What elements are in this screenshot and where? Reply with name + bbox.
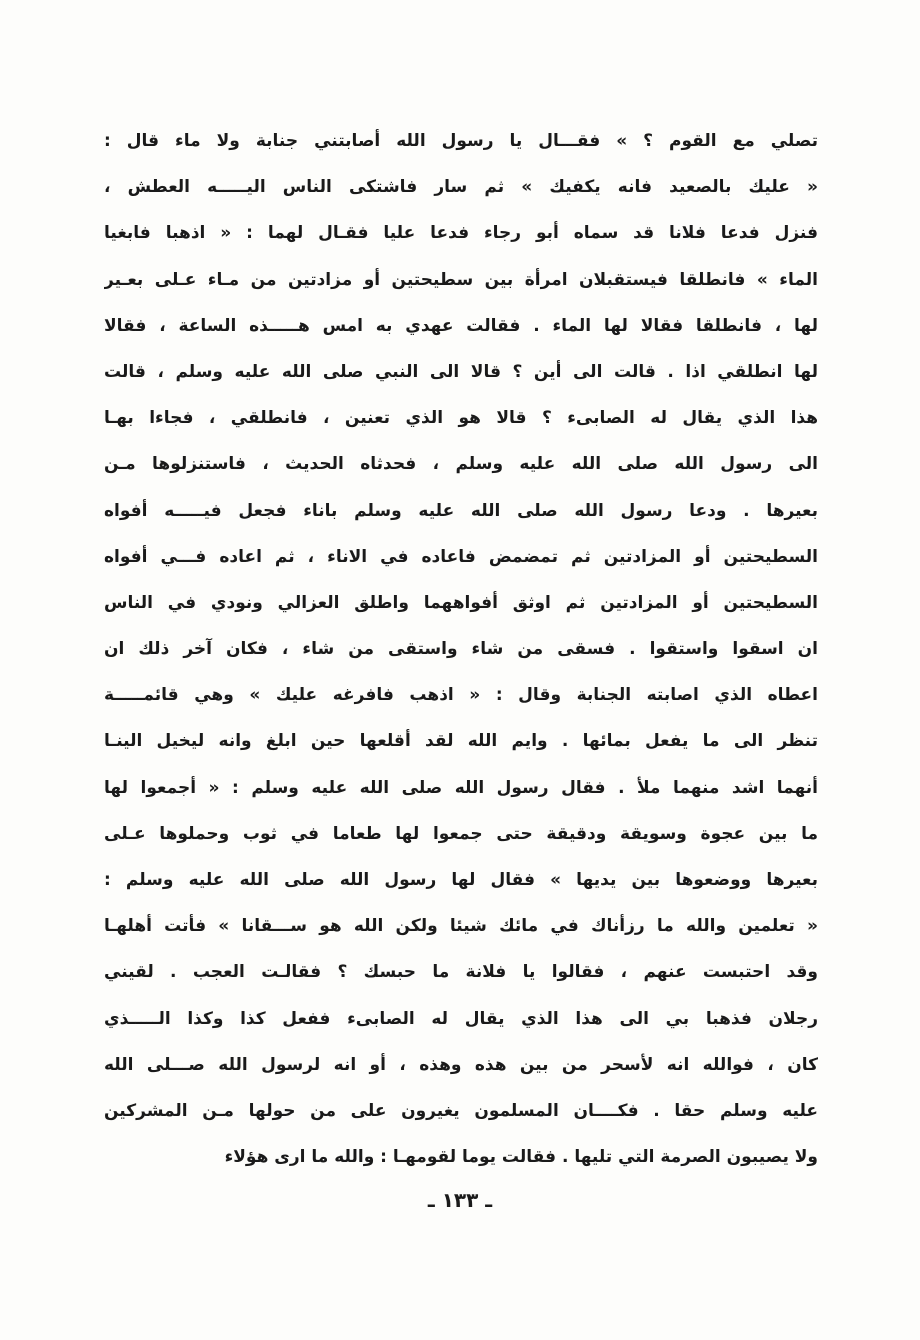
text-line-12: ان اسقوا واستقوا . فسقى من شاء واستقى من شاء ، فكان آخر ذلك ان (104, 639, 818, 660)
body-text (104, 118, 818, 1168)
text-line-4: الماء » فانطلقا فيستقبلان امرأة بين سطيحتين أو مزادتين من مـاء عـلى بعـير (104, 269, 818, 290)
text-line-19: وقد احتبست عنهم ، فقالوا يا فلانة ما حبسك ؟ فقالـت العجب . لقيني (104, 962, 818, 983)
text-line-22: عليه وسلم حقا . فكــــان المسلمون يغيرون على من حولها مـن المشركين (104, 1100, 818, 1121)
text-line-18: « تعلمين والله ما رزأناك في مائك شيئا ولكن الله هو ســـقانا » فأتت أهلهـا (104, 916, 818, 937)
text-line-11: السطيحتين أو المزادتين ثم اوثق أفواههما واطلق العزالي ونودي في الناس (104, 592, 818, 613)
text-line-9: بعيرها . ودعا رسول الله صلى الله عليه وسلم باناء فجعل فيـــــه أفواه (104, 500, 818, 521)
text-line-3: فنزل فدعا فلانا قد سماه أبو رجاء فدعا عليا فقـال لهما : « اذهبا فابغيا (104, 223, 818, 244)
text-line-1: تصلي مع القوم ؟ » فقـــال يا رسول الله أصابتني جنابة ولا ماء قال : (104, 131, 818, 151)
text-line-6: لها انطلقي اذا . قالت الى أين ؟ قالا الى النبي صلى الله عليه وسلم ، قالت (104, 361, 818, 382)
text-line-5: لها ، فانطلقا فقالا لها الماء . فقالت عهدي به امس هـــــذه الساعة ، فقالا (104, 315, 818, 336)
text-line-23: ولا يصيبون الصرمة التي تليها . فقالت يوما لقومهـا : والله ما ارى هؤلاء (224, 1147, 818, 1168)
text-line-17: بعيرها ووضعوها بين يديها » فقال لها رسول الله صلى الله عليه وسلم : (104, 870, 818, 890)
text-line-13: اعطاه الذي اصابته الجنابة وقال : « اذهب فافرغه عليك » وهي قائمـــــة (104, 685, 818, 706)
text-line-8: الى رسول الله صلى الله عليه وسلم ، فحدثاه الحديث ، فاستنزلوها مـن (104, 454, 818, 475)
text-line-14: تنظر الى ما يفعل بمائها . وايم الله لقد أقلعها حين ابلغ وانه ليخيل الينـا (104, 731, 818, 752)
text-line-20: رجلان فذهبا بي الى هذا الذي يقال له الصابىء ففعل كذا وكذا الـــــذي (104, 1008, 818, 1029)
text-line-7: هذا الذي يقال له الصابىء ؟ قالا هو الذي تعنين ، فانطلقي ، فجاءا بهـا (104, 408, 818, 429)
page-number: ـ ١٣٣ ـ (427, 1188, 493, 1212)
text-line-2: « عليك بالصعيد فانه يكفيك » ثم سار فاشتكى الناس اليـــــه العطش ، (104, 177, 818, 198)
text-line-16: ما بين عجوة وسويقة ودقيقة حتى جمعوا لها طعاما في ثوب وحملوها عـلى (104, 823, 818, 844)
text-line-21: كان ، فوالله انه لأسحر من بين هذه وهذه ، أو انه لرسول الله صـــلى الله (104, 1054, 818, 1075)
text-line-10: السطيحتين أو المزادتين ثم تمضمض فاعاده في الاناء ، ثم اعاده فـــي أفواه (104, 546, 818, 567)
text-line-15: أنهما اشد منهما ملأ . فقال رسول الله صلى الله عليه وسلم : « أجمعوا لها (104, 777, 818, 798)
